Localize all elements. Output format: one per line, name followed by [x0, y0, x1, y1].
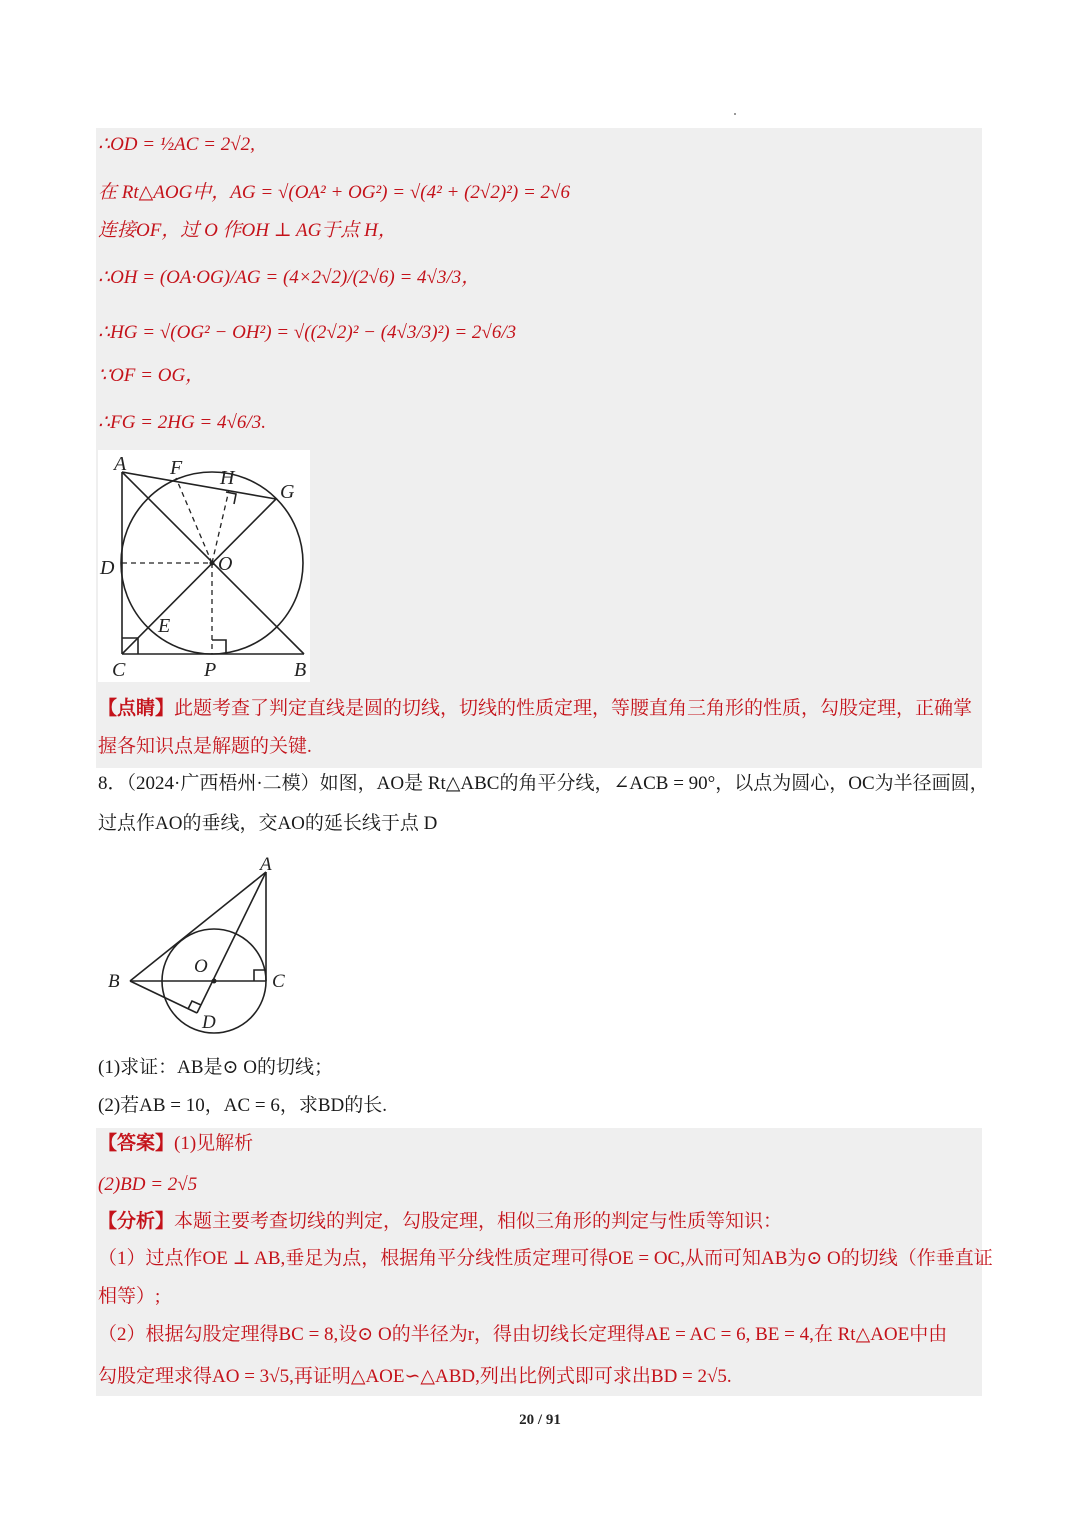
- page-number: 20 / 91: [519, 1412, 561, 1428]
- label-d: D: [100, 557, 115, 579]
- solution-line-hg: ∴HG = √(OG² − OH²) = √((2√2)² − (4√3/3)²) = 2√6/3: [98, 322, 517, 343]
- analysis-line-1: [98, 1209, 782, 1235]
- label-o: O: [218, 553, 233, 575]
- fig2-label-a: A: [260, 854, 272, 875]
- question-1: (1)求证：AB是⊙ O的切线；: [98, 1057, 333, 1078]
- problem8-line-2: 过点作AO的垂线，交AO的延长线于点 D: [98, 813, 438, 834]
- geometry-figure-square-circle: [98, 450, 310, 682]
- geometry-figure-triangle-circle: [100, 850, 300, 1036]
- stray-mark: [734, 113, 736, 115]
- solution-line-od: ∴OD = ½AC = 2√2,: [98, 134, 255, 155]
- comment-text-1: 此题考查了判定直线是圆的切线，切线的性质定理，等腰直角三角形的性质，勾股定理，正确掌: [174, 698, 973, 719]
- label-e: E: [158, 615, 171, 637]
- answer-line-1: [98, 1131, 253, 1157]
- solution-line-fg: ∴FG = 2HG = 4√6/3.: [98, 412, 266, 433]
- analysis-p2-line-2: 勾股定理求得AO = 3√5,再证明△AOE∽△ABD,列出比例式即可求出BD = 2√5.: [98, 1366, 732, 1387]
- label-p: P: [204, 659, 217, 681]
- fig2-label-o: O: [194, 956, 208, 977]
- fig2-label-b: B: [108, 971, 120, 992]
- analysis-tag: 【分析】: [98, 1211, 175, 1232]
- solution-line-connect-of: 连接OF，过 O 作OH ⊥ AG于点 H，: [98, 220, 397, 241]
- problem8-line-1: 8．（2024·广西梧州·二模）如图，AO是 Rt△ABC的角平分线，∠ACB = 90°，以点为圆心，OC为半径画圆，: [98, 773, 989, 794]
- label-c: C: [112, 659, 126, 681]
- analysis-p1-line-2: 相等）;: [98, 1286, 161, 1307]
- fig2-label-c: C: [272, 971, 285, 992]
- analysis-text: 本题主要考查切线的判定，勾股定理，相似三角形的判定与性质等知识：: [174, 1211, 783, 1232]
- label-h: H: [220, 467, 235, 489]
- question-2: (2)若AB = 10，AC = 6，求BD的长.: [98, 1095, 388, 1116]
- label-a: A: [114, 453, 127, 475]
- figure1-svg: [98, 450, 310, 682]
- comment-line-1: [98, 696, 972, 722]
- label-b: B: [294, 659, 307, 681]
- comment-line-2: 握各知识点是解题的关键.: [98, 736, 312, 757]
- comment-tag: 【点睛】: [98, 698, 175, 719]
- label-f: F: [170, 457, 183, 479]
- answer-tag: 【答案】: [98, 1133, 175, 1154]
- figure2-svg: [100, 850, 300, 1036]
- label-g: G: [280, 481, 295, 503]
- solution-line-oh: ∴OH = (OA·OG)/AG = (4×2√2)/(2√6) = 4√3/3，: [98, 267, 481, 288]
- answer-2: (2)BD = 2√5: [98, 1174, 198, 1195]
- solution-line-ag: 在 Rt△AOG中，AG = √(OA² + OG²) = √(4² + (2√2)²) = 2√6: [98, 182, 570, 203]
- fig2-label-d: D: [202, 1012, 216, 1033]
- analysis-p2-line-1: （2）根据勾股定理得BC = 8,设⊙ O的半径为r，得由切线长定理得AE = AC = 6, BE = 4,在 Rt△AOE中由: [98, 1324, 948, 1345]
- solution-line-of-og: ∵OF = OG，: [98, 365, 205, 386]
- analysis-p1-line-1: （1）过点作OE ⊥ AB,垂足为点，根据角平分线性质定理可得OE = OC,从而可知AB为⊙ O的切线（作垂直证: [98, 1248, 993, 1269]
- answer-1: (1)见解析: [174, 1133, 254, 1154]
